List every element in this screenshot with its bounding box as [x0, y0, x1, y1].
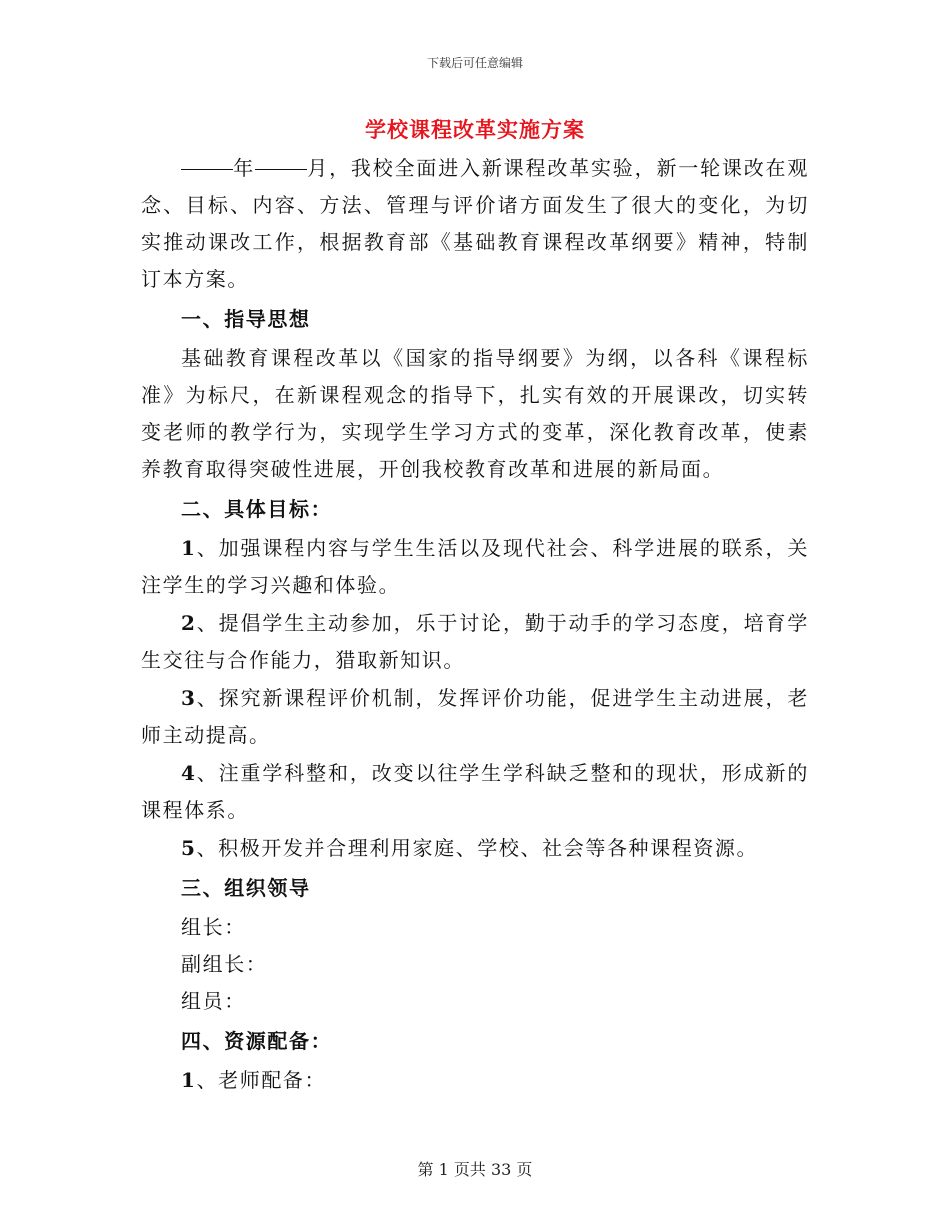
- goal-item: 5、积极开发并合理利用家庭、学校、社会等各种课程资源。: [181, 836, 759, 860]
- intro-year-label: 年: [233, 156, 256, 180]
- header-note: 下载后可任意编辑: [426, 56, 523, 70]
- goal-item: 2、提倡学生主动参加，乐于讨论，勤于动手的学习态度，培育学生交往与合作能力，猎取新知识。: [141, 611, 809, 672]
- guiding-ideology-paragraph: 基础教育课程改革以《国家的指导纲要》为纲，以各科《课程标准》为标尺，在新课程观念的指导下，扎实有效的开展课改，切实转变老师的教学行为，实现学生学习方式的变革，深化教育改革，使素养教育取得突破性进展，开创我校教育改革和进展的新局面。: [141, 346, 809, 481]
- month-blank: [255, 168, 307, 170]
- goal-item: 3、探究新课程评价机制，发挥评价功能，促进学生主动进展，老师主动提高。: [141, 686, 809, 747]
- intro-text: 月，我校全面进入新课程改革实验，新一轮课改在观念、目标、内容、方法、管理与评价诸方面发生了很大的变化，为切实推动课改工作，根据教育部《基础教育课程改革纲要》精神，特制订本方案。: [141, 156, 809, 291]
- deputy-leader-line: 副组长：: [181, 952, 268, 976]
- goal-item: 4、注重学科整和，改变以往学生学科缺乏整和的现状，形成新的课程体系。: [141, 761, 809, 822]
- section-heading-resources: 四、资源配备：: [181, 1029, 333, 1053]
- section-heading-guiding-ideology: 一、指导思想: [181, 307, 311, 331]
- intro-paragraph: [141, 150, 809, 298]
- goal-item: 1、加强课程内容与学生生活以及现代社会、科学进展的联系，关注学生的学习兴趣和体验。: [141, 536, 809, 597]
- leader-line: 组长：: [181, 915, 246, 939]
- section-heading-goals: 二、具体目标：: [181, 497, 333, 521]
- year-blank: [181, 168, 233, 170]
- document-title: 学校课程改革实施方案: [365, 117, 585, 142]
- members-line: 组员：: [181, 989, 246, 1013]
- document-body: [141, 150, 809, 1100]
- page-footer: 第 1 页共 33 页: [417, 1160, 533, 1179]
- section-heading-organization: 三、组织领导: [181, 876, 311, 900]
- resource-item: 1、老师配备：: [181, 1068, 327, 1092]
